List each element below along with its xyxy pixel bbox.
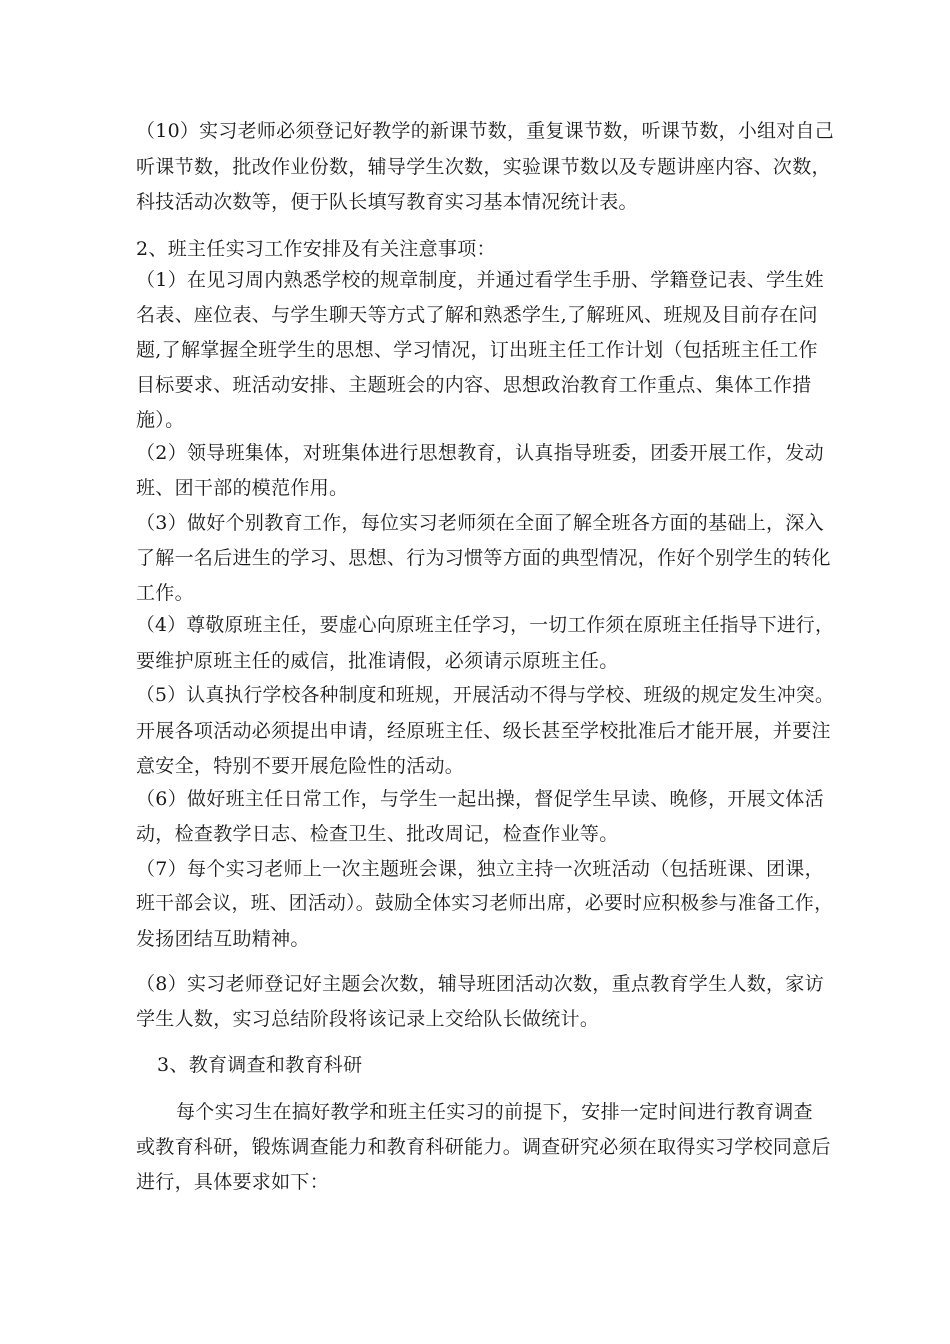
text-line: （10）实习老师必须登记好教学的新课节数，重复课节数，听课节数，小组对自己 [136, 120, 835, 142]
text-line: 进行，具体要求如下： [136, 1171, 330, 1193]
text-line: 科技活动次数等，便于队长填写教育实习基本情况统计表。 [136, 191, 638, 213]
text-line: （6）做好班主任日常工作，与学生一起出操，督促学生早读、晚修，开展文体活 [136, 788, 824, 810]
text-line: 或教育科研，锻炼调查能力和教育科研能力。调查研究必须在取得实习学校同意后 [136, 1136, 831, 1158]
text-line: 班干部会议，班、团活动）。鼓励全体实习老师出席，必要时应积极参与准备工作， [136, 893, 834, 914]
text-line: （3）做好个别教育工作，每位实习老师须在全面了解全班各方面的基础上，深入 [136, 512, 824, 534]
section-heading: 2、班主任实习工作安排及有关注意事项： [136, 238, 496, 260]
text-line: 听课节数，批改作业份数，辅导学生次数，实验课节数以及专题讲座内容、次数， [136, 156, 831, 178]
text-line: （7）每个实习老师上一次主题班会课，独立主持一次班活动（包括班课、团课， [136, 858, 824, 880]
text-line: 开展各项活动必须提出申请，经原班主任、级长甚至学校批准后才能开展，并要注 [136, 720, 831, 742]
text-line: 班、团干部的模范作用。 [136, 477, 349, 499]
text-line: 施）。 [136, 409, 185, 431]
text-line: 工作。 [136, 582, 194, 604]
text-line: （1）在见习周内熟悉学校的规章制度，并通过看学生手册、学籍登记表、学生姓 [136, 269, 824, 291]
text-line: （2）领导班集体，对班集体进行思想教育，认真指导班委，团委开展工作，发动 [136, 442, 824, 464]
text-line: 题,了解掌握全班学生的思想、学习情况，订出班主任工作计划（包括班主任工作 [136, 339, 818, 361]
text-line: 了解一名后进生的学习、思想、行为习惯等方面的典型情况，作好个别学生的转化 [136, 547, 831, 569]
text-line: 意安全，特别不要开展危险性的活动。 [136, 755, 465, 777]
text-line: 每个实习生在搞好教学和班主任实习的前提下，安排一定时间进行教育调查 [176, 1101, 813, 1123]
text-line: 动，检查教学日志、检查卫生、批改周记，检查作业等。 [136, 823, 619, 845]
text-line: 要维护原班主任的威信，批准请假，必须请示原班主任。 [136, 650, 619, 672]
text-line: （5）认真执行学校各种制度和班规，开展活动不得与学校、班级的规定发生冲突。 [136, 685, 835, 706]
section-heading: 3、教育调查和教育科研 [157, 1054, 363, 1076]
text-line: 学生人数，实习总结阶段将该记录上交给队长做统计。 [136, 1008, 600, 1030]
text-line: 名表、座位表、与学生聊天等方式了解和熟悉学生,了解班风、班规及目前存在问 [136, 304, 818, 326]
text-line: 发扬团结互助精神。 [136, 928, 310, 950]
text-line: 目标要求、班活动安排、主题班会的内容、思想政治教育工作重点、集体工作措 [136, 374, 812, 396]
text-line: （8）实习老师登记好主题会次数，辅导班团活动次数，重点教育学生人数，家访 [136, 973, 824, 995]
text-line: （4）尊敬原班主任，要虚心向原班主任学习，一切工作须在原班主任指导下进行， [136, 615, 835, 636]
